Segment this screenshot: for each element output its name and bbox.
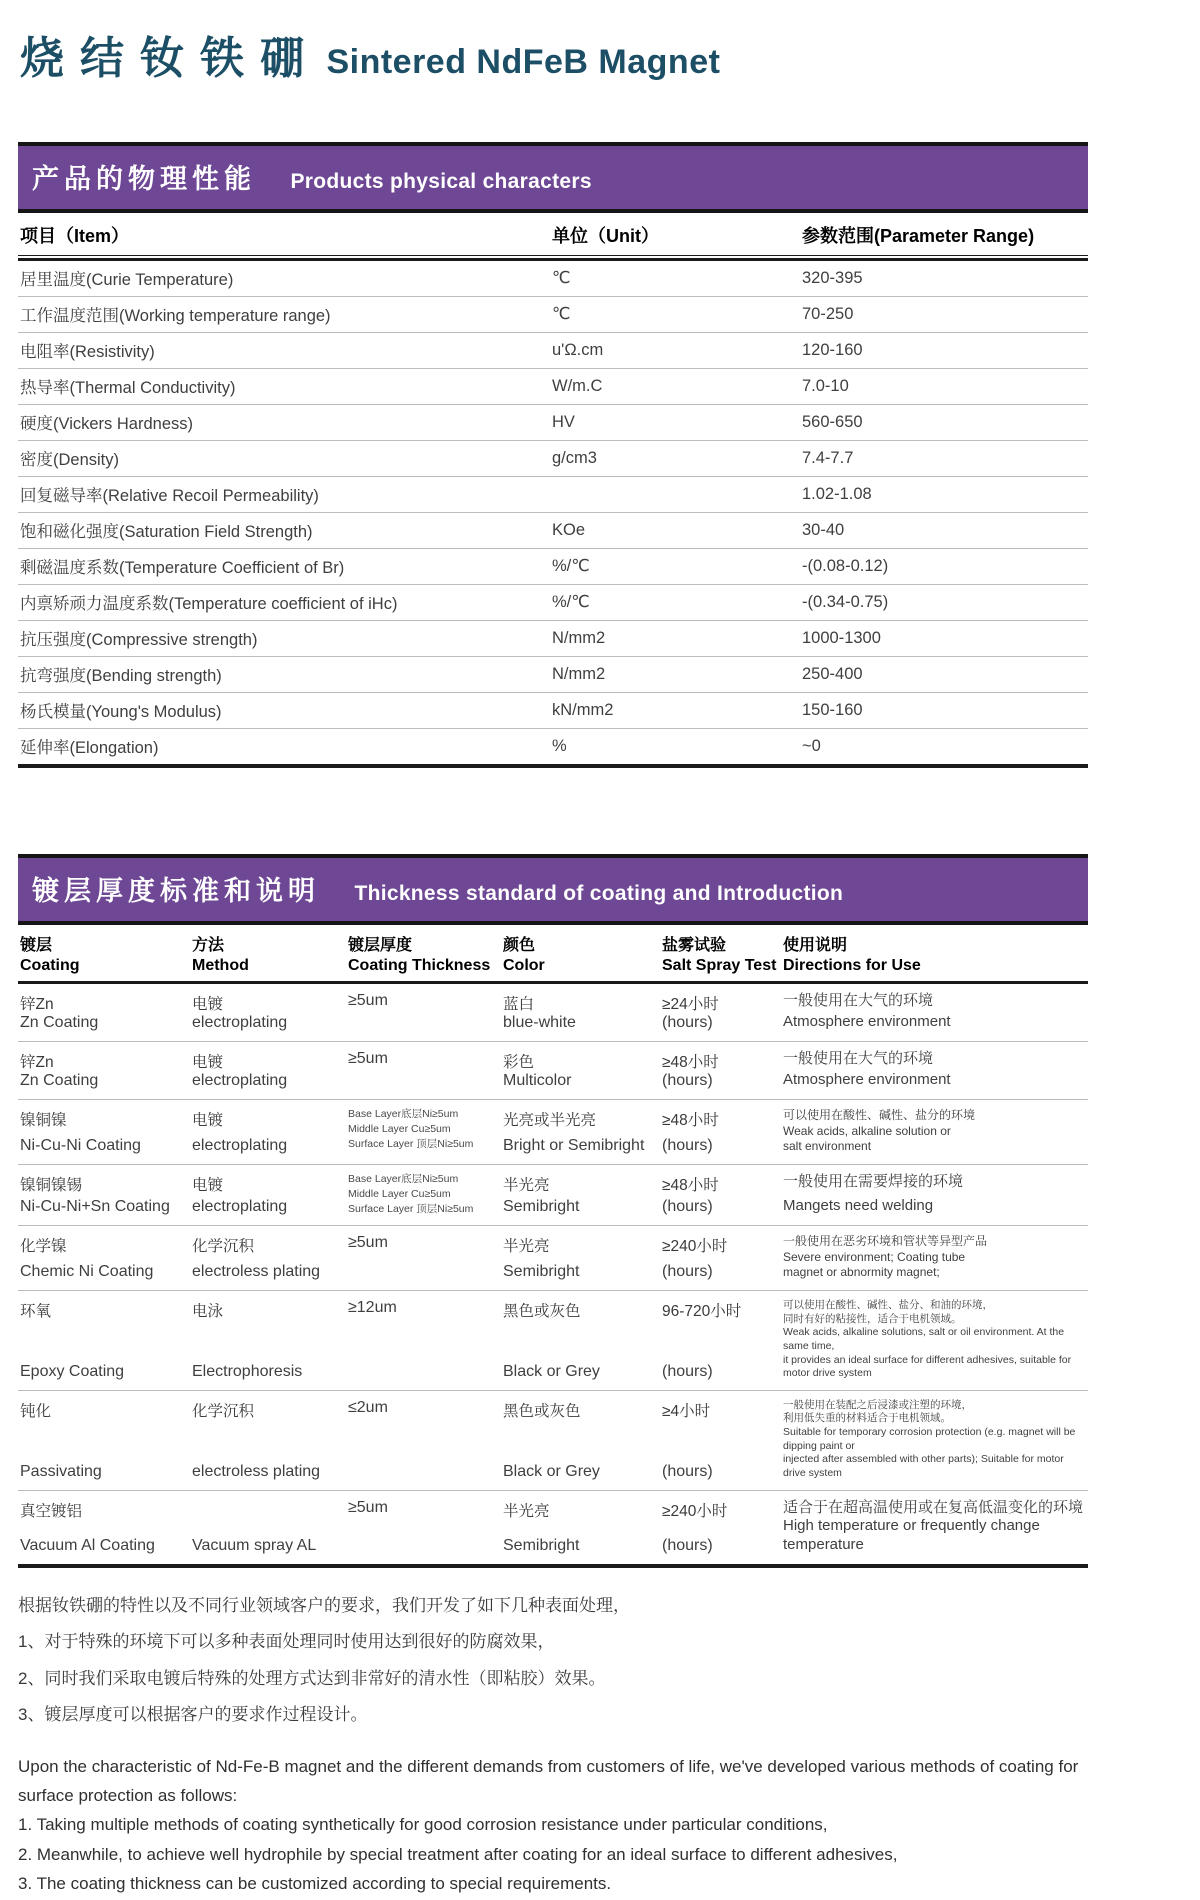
item-cell: 抗压强度(Compressive strength)	[20, 631, 258, 649]
unit-cell: kN/mm2	[552, 700, 614, 719]
salt-value: ≥24小时	[662, 996, 719, 1013]
thickness-value: ≥5um	[348, 1050, 388, 1067]
note-line: 根据钕铁硼的特性以及不同行业领域客户的要求，我们开发了如下几种表面处理，	[18, 1595, 630, 1615]
column-header-coating-zh: 镀层	[20, 937, 53, 954]
range-cell: 250-400	[802, 664, 863, 683]
table-row	[18, 261, 1088, 297]
range-cell: 120-160	[802, 340, 863, 359]
direction-line: Weak acids, alkaline solution or	[783, 1123, 951, 1138]
directions-cell	[783, 1108, 1088, 1155]
physical-table-header	[18, 213, 1088, 256]
salt-value: 96-720小时	[662, 1302, 742, 1320]
column-header-directions-en: Directions for Use	[783, 957, 921, 974]
method-cell	[192, 1399, 348, 1481]
item-cell: 电阻率(Resistivity)	[20, 343, 155, 361]
table-row	[18, 1165, 1088, 1226]
color-en: Black or Grey	[503, 1462, 600, 1480]
coating-cell	[20, 1399, 192, 1481]
salt-spray-cell	[662, 1399, 783, 1481]
item-cell: 回复磁导率(Relative Recoil Permeability)	[20, 487, 319, 505]
color-en: Semibright	[503, 1262, 580, 1280]
thickness-layer-line: Surface Layer 顶层Ni≥5um	[348, 1203, 474, 1216]
coating-cell	[20, 992, 192, 1032]
method-en: electroplating	[192, 1198, 288, 1216]
coating-cell	[20, 1108, 192, 1155]
range-cell: 560-650	[802, 412, 863, 431]
range-cell: 320-395	[802, 268, 863, 287]
column-header-directions-zh: 使用说明	[783, 937, 848, 954]
coating-table-header	[18, 925, 1088, 984]
directions-cell	[783, 1399, 1088, 1481]
coating-cell	[20, 1234, 192, 1281]
color-en: Semibright	[503, 1198, 580, 1216]
color-cell	[503, 1108, 662, 1155]
item-cell: 热导率(Thermal Conductivity)	[20, 379, 236, 397]
salt-unit: (hours)	[662, 1262, 713, 1280]
thickness-value: ≥5um	[348, 992, 388, 1009]
unit-cell: ℃	[552, 305, 571, 323]
color-en: Semibright	[503, 1536, 580, 1554]
thickness-cell	[348, 992, 503, 1032]
coating-name-en: Vacuum Al Coating	[20, 1536, 155, 1554]
table-row	[18, 441, 1088, 477]
column-header-color	[503, 932, 662, 975]
range-cell: 70-250	[802, 304, 854, 323]
table-row	[18, 333, 1088, 369]
color-zh: 半光亮	[503, 1238, 550, 1256]
salt-spray-cell	[662, 992, 783, 1032]
coating-name-zh: 钝化	[20, 1402, 52, 1420]
unit-cell: u'Ω.cm	[552, 340, 604, 359]
unit-cell: g/cm3	[552, 448, 597, 467]
item-cell: 剩磁温度系数(Temperature Coefficient of Br)	[20, 559, 345, 577]
coating-name-en: Epoxy Coating	[20, 1362, 125, 1380]
direction-line: magnet or abnormity magnet;	[783, 1265, 940, 1280]
table-row	[18, 1491, 1088, 1564]
note-line: 3. The coating thickness can be customized according to special requirements.	[18, 1874, 612, 1894]
physical-section-band	[18, 142, 1088, 213]
salt-unit: (hours)	[662, 1536, 713, 1554]
notes-chinese	[18, 1592, 1088, 1729]
coating-name-zh: 真空镀铝	[20, 1502, 83, 1520]
column-header-salt-spray	[662, 932, 783, 975]
thickness-cell	[348, 1173, 503, 1216]
method-zh: 电泳	[192, 1302, 224, 1320]
column-header-thickness-zh: 镀层厚度	[348, 937, 413, 954]
salt-value: ≥4小时	[662, 1402, 711, 1420]
thickness-value: ≥5um	[348, 1234, 388, 1252]
note-line: 2. Meanwhile, to achieve well hydrophile by special treatment after coating for an ideal surface to different adhesives,	[18, 1844, 898, 1864]
method-cell	[192, 1234, 348, 1281]
direction-line: injected after assembled with other parts); Suitable for motor drive system	[783, 1453, 1064, 1479]
direction-line: salt environment	[783, 1139, 872, 1154]
color-zh: 彩色	[503, 1054, 535, 1071]
physical-section	[18, 142, 1088, 768]
coating-cell	[20, 1299, 192, 1381]
method-en: Electrophoresis	[192, 1362, 303, 1380]
column-header-salt-zh: 盐雾试验	[662, 937, 727, 954]
method-cell	[192, 1299, 348, 1381]
color-en: Multicolor	[503, 1072, 572, 1089]
color-zh: 光亮或半光亮	[503, 1112, 597, 1129]
method-cell	[192, 992, 348, 1032]
coating-cell	[20, 1173, 192, 1216]
thickness-value: ≥12um	[348, 1298, 397, 1316]
note-line: 1、对于特殊的环境下可以多种表面处理同时使用达到很好的防腐效果，	[18, 1632, 555, 1652]
column-header-method-en: Method	[192, 957, 249, 974]
salt-unit: (hours)	[662, 1362, 713, 1380]
table-row	[18, 405, 1088, 441]
thickness-layer-line: Base Layer底层Ni≥5um	[348, 1108, 459, 1120]
column-header-directions	[783, 932, 1088, 975]
direction-line: High temperature or frequently change	[783, 1517, 1040, 1535]
item-cell: 工作温度范围(Working temperature range)	[20, 307, 331, 325]
direction-line: Suitable for temporary corrosion protection (e.g. magnet will be dipping paint or	[783, 1426, 1076, 1452]
table-row	[18, 549, 1088, 585]
color-cell	[503, 1399, 662, 1481]
range-cell: 7.4-7.7	[802, 448, 854, 467]
coating-name-en: Ni-Cu-Ni Coating	[20, 1136, 141, 1154]
salt-spray-cell	[662, 1499, 783, 1555]
coating-name-en: Ni-Cu-Ni+Sn Coating	[20, 1198, 170, 1216]
column-header-coating	[20, 932, 192, 975]
thickness-layer-line: Middle Layer Cu≥5um	[348, 1187, 451, 1200]
method-en: electroless plating	[192, 1262, 321, 1280]
spec-sheet	[18, 22, 1088, 1899]
method-cell	[192, 1050, 348, 1090]
note-line: 1. Taking multiple methods of coating synthetically for good corrosion resistance under particular conditions,	[18, 1815, 828, 1835]
table-row	[18, 1291, 1088, 1391]
direction-line: 一般使用在装配之后浸漆或注塑的环境，	[783, 1398, 972, 1411]
color-zh: 半光亮	[503, 1502, 550, 1520]
color-zh: 黑色或灰色	[503, 1402, 581, 1420]
directions-cell	[783, 1299, 1088, 1381]
coating-name-zh: 镍铜镍	[20, 1112, 67, 1129]
method-en: electroplating	[192, 1014, 288, 1031]
range-cell: 1.02-1.08	[802, 484, 872, 503]
table-row	[18, 729, 1088, 764]
color-en: Black or Grey	[503, 1362, 600, 1380]
method-cell	[192, 1499, 348, 1555]
color-zh: 蓝白	[503, 996, 535, 1013]
physical-band-title-zh: 产品的物理性能	[32, 164, 256, 194]
color-cell	[503, 1050, 662, 1090]
column-header-color-zh: 颜色	[503, 937, 536, 954]
method-en: electroless plating	[192, 1462, 321, 1480]
directions-cell	[783, 1499, 1088, 1555]
unit-cell: N/mm2	[552, 628, 606, 647]
color-zh: 黑色或灰色	[503, 1302, 581, 1320]
table-row	[18, 513, 1088, 549]
salt-unit: (hours)	[662, 1014, 713, 1031]
directions-cell	[783, 1050, 1088, 1090]
coating-section	[18, 854, 1088, 1568]
color-en: blue-white	[503, 1014, 576, 1031]
method-cell	[192, 1173, 348, 1216]
thickness-layer-line: Base Layer底层Ni≥5um	[348, 1172, 459, 1185]
range-cell: -(0.34-0.75)	[802, 592, 889, 611]
table-row	[18, 1042, 1088, 1100]
unit-cell: %/℃	[552, 557, 590, 575]
direction-line: Atmosphere environment	[783, 1013, 951, 1031]
method-zh: 电镀	[192, 996, 224, 1013]
color-en: Bright or Semibright	[503, 1136, 645, 1154]
direction-line: 可以使用在酸性、碱性、盐分的环境	[783, 1108, 976, 1122]
thickness-cell	[348, 1108, 503, 1155]
salt-unit: (hours)	[662, 1462, 713, 1480]
method-zh: 电镀	[192, 1176, 224, 1194]
table-row	[18, 621, 1088, 657]
unit-cell: HV	[552, 412, 575, 431]
direction-line: temperature	[783, 1536, 864, 1554]
unit-cell: W/m.C	[552, 376, 603, 395]
method-zh: 电镀	[192, 1112, 224, 1129]
direction-line: 一般使用在恶劣环境和管状等异型产品	[783, 1234, 988, 1249]
column-header-unit: 单位（Unit）	[552, 226, 659, 246]
method-en: Vacuum spray AL	[192, 1536, 317, 1554]
range-cell: 30-40	[802, 520, 845, 539]
salt-spray-cell	[662, 1173, 783, 1216]
coating-name-en: Passivating	[20, 1462, 102, 1480]
direction-line: Atmosphere environment	[783, 1071, 951, 1089]
unit-cell: ℃	[552, 269, 571, 287]
method-cell	[192, 1108, 348, 1155]
page-title-zh: 烧结钕铁硼	[20, 34, 320, 83]
table-row	[18, 657, 1088, 693]
item-cell: 饱和磁化强度(Saturation Field Strength)	[20, 523, 313, 541]
item-cell: 居里温度(Curie Temperature)	[20, 271, 234, 289]
column-header-method-zh: 方法	[192, 937, 225, 954]
salt-value: ≥240小时	[662, 1502, 728, 1520]
coating-name-en: Chemic Ni Coating	[20, 1262, 154, 1280]
unit-cell: %	[552, 736, 567, 755]
column-header-salt-en: Salt Spray Test	[662, 957, 777, 974]
table-row	[18, 1100, 1088, 1165]
direction-line: 一般使用在需要焊接的环境	[783, 1172, 964, 1190]
unit-cell: N/mm2	[552, 664, 606, 683]
coating-name-en: Zn Coating	[20, 1072, 99, 1089]
table-row	[18, 984, 1088, 1042]
direction-line: 一般使用在大气的环境	[783, 1050, 934, 1067]
note-line: 3、镀层厚度可以根据客户的要求作过程设计。	[18, 1705, 368, 1725]
directions-cell	[783, 1234, 1088, 1281]
coating-cell	[20, 1499, 192, 1555]
salt-spray-cell	[662, 1050, 783, 1090]
salt-spray-cell	[662, 1299, 783, 1381]
direction-line: Mangets need welding	[783, 1197, 934, 1215]
coating-name-zh: 镍铜镍锡	[20, 1176, 83, 1194]
physical-table	[18, 258, 1088, 768]
thickness-layer-line: Surface Layer 顶层Ni≥5um	[348, 1138, 474, 1151]
column-header-item: 项目（Item）	[20, 226, 130, 246]
salt-unit: (hours)	[662, 1072, 713, 1089]
thickness-cell	[348, 1399, 503, 1481]
column-header-color-en: Color	[503, 957, 545, 974]
coating-name-zh: 锌Zn	[20, 1054, 54, 1071]
method-zh: 化学沉积	[192, 1238, 255, 1256]
table-row	[18, 693, 1088, 729]
coating-name-en: Zn Coating	[20, 1014, 99, 1031]
thickness-value: ≥5um	[348, 1498, 388, 1516]
table-row	[18, 369, 1088, 405]
range-cell: 150-160	[802, 700, 863, 719]
range-cell: -(0.08-0.12)	[802, 556, 889, 575]
coating-name-zh: 化学镍	[20, 1238, 67, 1256]
color-zh: 半光亮	[503, 1176, 550, 1194]
thickness-cell	[348, 1499, 503, 1555]
column-header-method	[192, 932, 348, 975]
color-cell	[503, 1499, 662, 1555]
method-en: electroplating	[192, 1072, 288, 1089]
thickness-layer-line: Middle Layer Cu≥5um	[348, 1123, 451, 1136]
color-cell	[503, 1299, 662, 1381]
item-cell: 内禀矫顽力温度系数(Temperature coefficient of iHc)	[20, 595, 398, 613]
column-header-thickness-en: Coating Thickness	[348, 957, 491, 974]
direction-line: Severe environment; Coating tube	[783, 1249, 966, 1264]
page-title-en: Sintered NdFeB Magnet	[326, 43, 721, 81]
coating-cell	[20, 1050, 192, 1090]
direction-line: 利用低失重的材料适合于电机领域。	[783, 1412, 951, 1425]
color-cell	[503, 1234, 662, 1281]
directions-cell	[783, 992, 1088, 1032]
range-cell: ~0	[802, 736, 821, 755]
physical-band-title-en: Products physical characters	[290, 170, 592, 193]
table-row	[18, 297, 1088, 333]
table-row	[18, 1226, 1088, 1291]
coating-table	[18, 984, 1088, 1568]
direction-line: 一般使用在大气的环境	[783, 992, 934, 1009]
item-cell: 抗弯强度(Bending strength)	[20, 667, 222, 685]
method-zh: 电镀	[192, 1054, 224, 1071]
direction-line: 适合于在超高温使用或在复高低温变化的环境	[783, 1498, 1084, 1516]
range-cell: 7.0-10	[802, 376, 849, 395]
thickness-value: ≤2um	[348, 1398, 388, 1416]
salt-value: ≥48小时	[662, 1176, 719, 1194]
thickness-cell	[348, 1299, 503, 1381]
page-title	[20, 22, 1088, 86]
color-cell	[503, 1173, 662, 1216]
direction-line: 同时有好的粘接性，适合于电机领域。	[783, 1312, 962, 1325]
notes-english	[18, 1753, 1088, 1899]
thickness-cell	[348, 1050, 503, 1090]
item-cell: 杨氏模量(Young's Modulus)	[20, 703, 222, 721]
item-cell: 延伸率(Elongation)	[20, 739, 159, 757]
coating-name-zh: 环氧	[20, 1302, 52, 1320]
table-row	[18, 477, 1088, 513]
item-cell: 硬度(Vickers Hardness)	[20, 415, 193, 433]
column-header-thickness	[348, 932, 503, 975]
coating-section-band	[18, 854, 1088, 925]
range-cell: 1000-1300	[802, 628, 881, 647]
table-row	[18, 585, 1088, 621]
coating-band-title-zh: 镀层厚度标准和说明	[32, 876, 320, 906]
salt-value: ≥48小时	[662, 1112, 719, 1129]
column-header-coating-en: Coating	[20, 957, 80, 974]
salt-unit: (hours)	[662, 1136, 713, 1154]
note-line: Upon the characteristic of Nd-Fe-B magnet and the different demands from customers of life, we've developed various methods of coating for surface protection as follows:	[18, 1757, 1079, 1805]
thickness-cell	[348, 1234, 503, 1281]
salt-unit: (hours)	[662, 1198, 713, 1216]
coating-name-zh: 锌Zn	[20, 996, 54, 1013]
unit-cell: %/℃	[552, 593, 590, 611]
method-en: electroplating	[192, 1136, 288, 1154]
direction-line: 可以使用在酸性、碱性、盐分、和油的环境，	[783, 1298, 993, 1311]
unit-cell: KOe	[552, 520, 586, 539]
method-zh: 化学沉积	[192, 1402, 255, 1420]
salt-spray-cell	[662, 1234, 783, 1281]
column-header-range: 参数范围(Parameter Range)	[802, 226, 1035, 246]
coating-band-title-en: Thickness standard of coating and Introduction	[354, 882, 844, 905]
salt-value: ≥240小时	[662, 1238, 728, 1256]
note-line: 2、同时我们采取电镀后特殊的处理方式达到非常好的清水性（即粘胶）效果。	[18, 1668, 606, 1688]
salt-spray-cell	[662, 1108, 783, 1155]
item-cell: 密度(Density)	[20, 451, 120, 469]
directions-cell	[783, 1173, 1088, 1216]
salt-value: ≥48小时	[662, 1054, 719, 1071]
direction-line: Weak acids, alkaline solutions, salt or oil environment. At the same time,	[783, 1326, 1065, 1352]
direction-line: it provides an ideal surface for different adhesives, suitable for motor drive system	[783, 1353, 1072, 1380]
color-cell	[503, 992, 662, 1032]
table-row	[18, 1391, 1088, 1491]
